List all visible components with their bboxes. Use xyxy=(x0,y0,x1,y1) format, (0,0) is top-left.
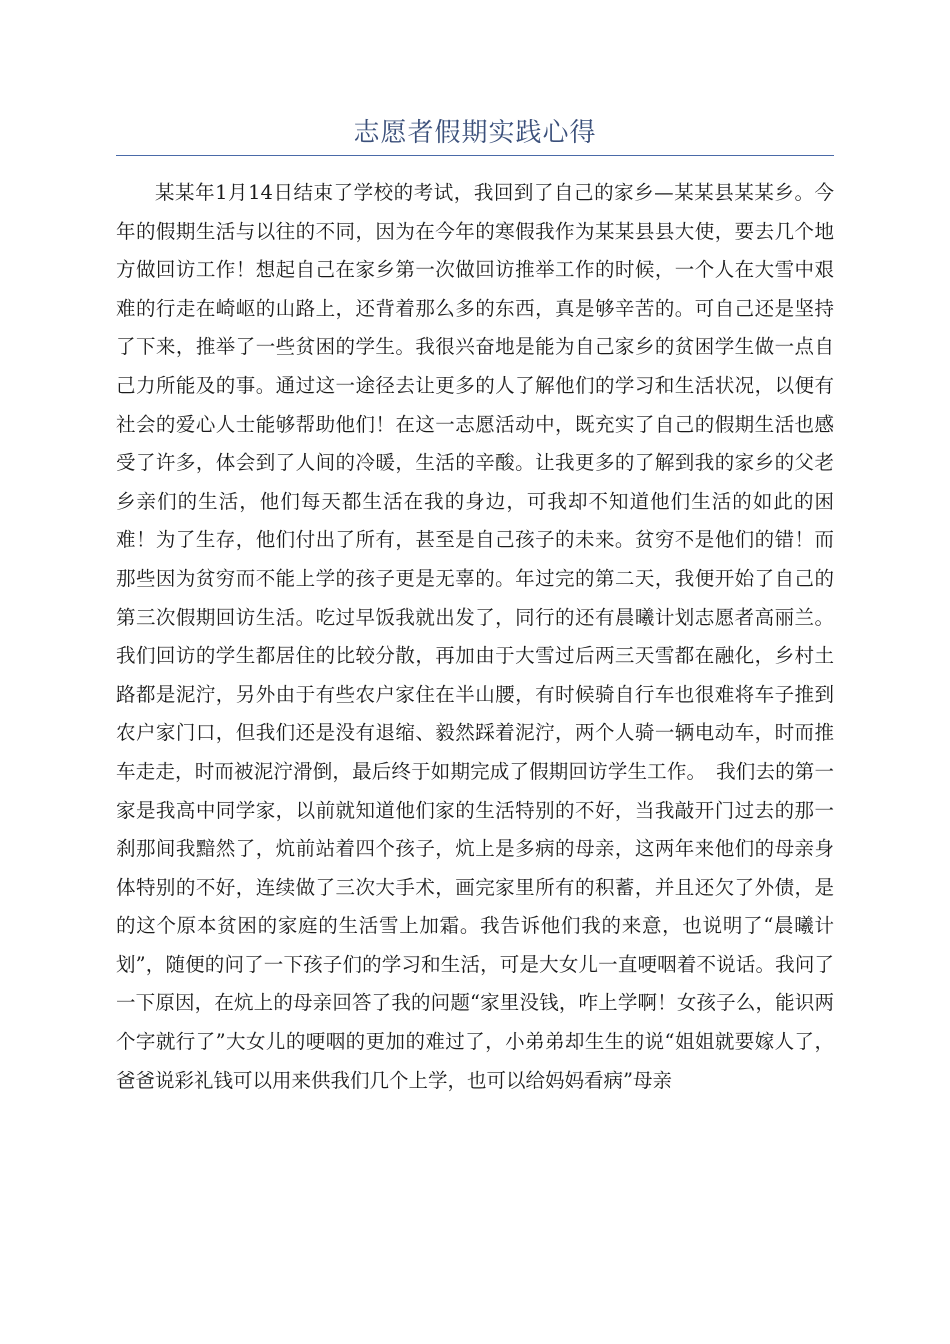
title-underline xyxy=(116,155,834,156)
document-title: 志愿者假期实践心得 xyxy=(353,118,597,148)
body-paragraph: 某某年1月14日结束了学校的考试，我回到了自己的家乡—某某县某某乡。今年的假期生活与以往的不同，因为在今年的寒假我作为某某县县大使，要去几个地方做回访工作！想起自己在家乡第一次做回访推举工作的时候，一个人在大雪中艰难的行走在崎岖的山路上，还背着那么多的东西，真是够辛苦的。可自己还是坚持了下来，推举了一些贫困的学生。我很兴奋地是能为自己家乡的贫困学生做一点自己力所能及的事。通过这一途径去让更多的人了解他们的学习和生活状况，以便有社会的爱心人士能够帮助他们！在这一志愿活动中，既充实了自己的假期生活也感受了许多，体会到了人间的冷暖，生活的辛酸。让我更多的了解到我的家乡的父老乡亲们的生活，他们每天都生活在我的身边，可我却不知道他们生活的如此的困难！为了生存，他们付出了所有，甚至是自己孩子的未来。贫穷不是他们的错！而那些因为贫穷而不能上学的孩子更是无辜的。年过完的第二天，我便开始了自己的第三次假期回访生活。吃过早饭我就出发了，同行的还有晨曦计划志愿者高丽兰。我们回访的学生都居住的比较分散，再加由于大雪过后两三天雪都在融化，乡村土路都是泥泞，另外由于有些农户家住在半山腰，有时候骑自行车也很难将车子推到农户家门口，但我们还是没有退缩、毅然踩着泥泞，两个人骑一辆电动车，时而推车走走，时而被泥泞滑倒，最后终于如期完成了假期回访学生工作。 我们去的第一家是我高中同学家，以前就知道他们家的生活特别的不好，当我敲开门过去的那一刹那间我黯然了，炕前站着四个孩子，炕上是多病的母亲，这两年来他们的母亲身体特别的不好，连续做了三次大手术，画完家里所有的积蓄，并且还欠了外债，是的这个原本贫困的家庭的生活雪上加霜。我告诉他们我的来意，也说明了“晨曦计划”，随便的问了一下孩子们的学习和生活，可是大女儿一直哽咽着不说话。我问了一下原因，在炕上的母亲回答了我的问题“家里没钱，咋上学啊！女孩子么，能识两个字就行了”大女儿的哽咽的更加的难过了，小弟弟却生生的说“姐姐就要嫁人了，爸爸说彩礼钱可以用来供我们几个上学，也可以给妈妈看病”母亲 xyxy=(116,181,834,1092)
